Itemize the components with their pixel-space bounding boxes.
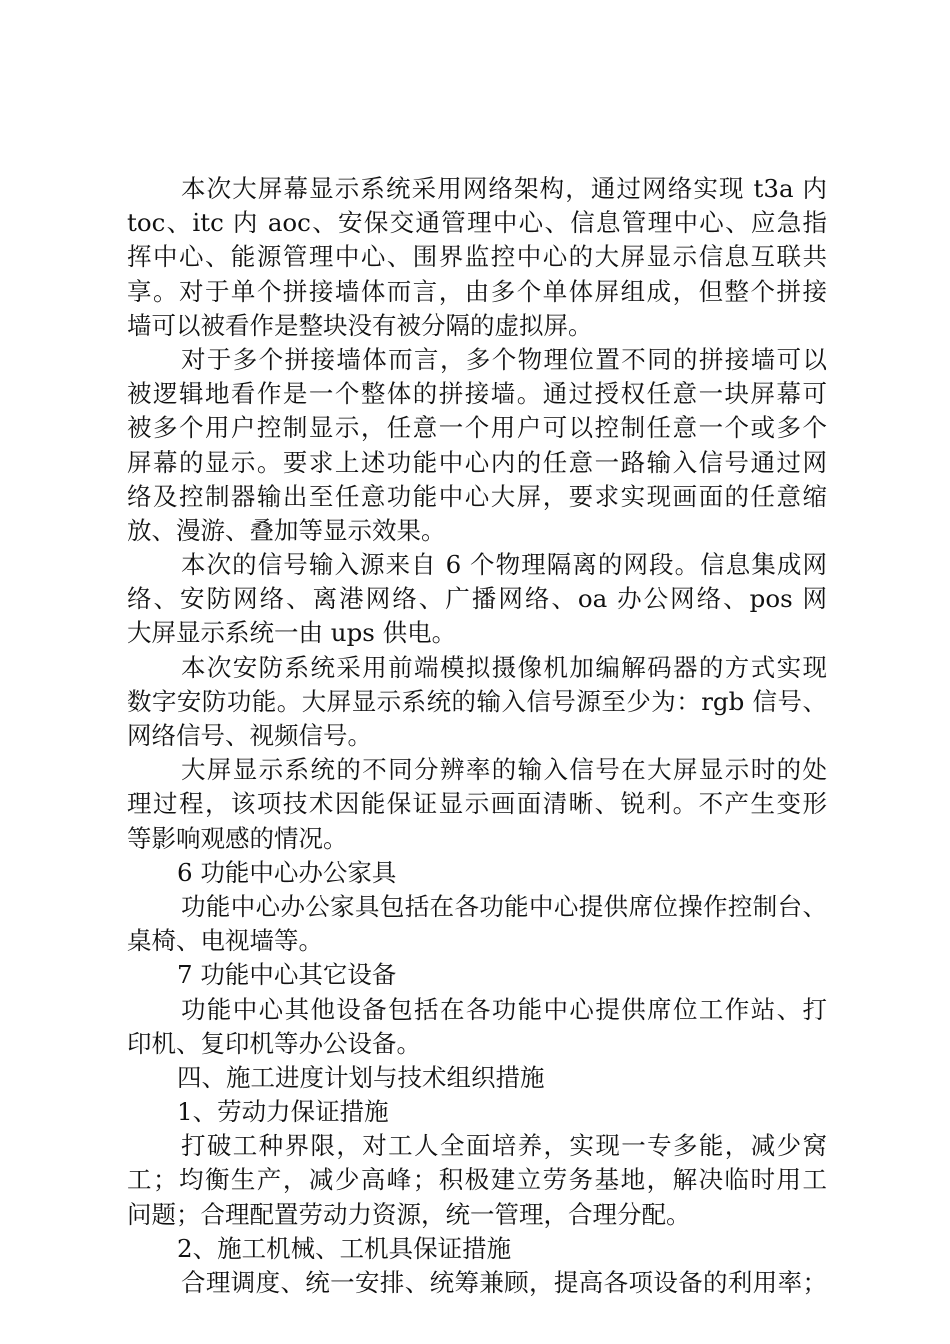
paragraph-line: 合理调度、统一安排、统筹兼顾，提高各项设备的利用率；: [181, 1268, 827, 1297]
paragraph-line: 享。对于单个拼接墙体而言，由多个单体屏组成，但整个拼接: [127, 276, 827, 306]
paragraph-line: 放、漫游、叠加等显示效果。: [127, 515, 446, 545]
paragraph-line: 等影响观感的情况。: [127, 823, 348, 853]
paragraph-line: 功能中心其他设备包括在各功能中心提供席位工作站、打: [181, 994, 827, 1024]
paragraph-line: 理过程，该项技术因能保证显示画面清晰、锐利。不产生变形: [127, 789, 827, 819]
paragraph-line: 问题；合理配置劳动力资源，统一管理，合理分配。: [127, 1199, 691, 1229]
paragraph-line: 络及控制器输出至任意功能中心大屏，要求实现画面的任意缩: [127, 481, 827, 511]
paragraph-line: 对于多个拼接墙体而言，多个物理位置不同的拼接墙可以: [181, 344, 827, 374]
paragraph-line: 桌椅、电视墙等。: [127, 926, 323, 956]
paragraph-line: 网络信号、视频信号。: [127, 721, 372, 750]
subsection-heading: 1、劳动力保证措施: [177, 1097, 389, 1127]
paragraph-line: 挥中心、能源管理中心、围界监控中心的大屏显示信息互联共: [127, 242, 827, 272]
paragraph-line: 大屏显示系统一由 ups 供电。: [127, 618, 457, 648]
paragraph-line: 本次安防系统采用前端模拟摄像机加编解码器的方式实现: [181, 652, 827, 682]
paragraph-line: 络、安防网络、离港网络、广播网络、oa 办公网络、pos 网: [127, 584, 827, 614]
section-heading: 7 功能中心其它设备: [177, 960, 397, 990]
paragraph-line: 被逻辑地看作是一个整体的拼接墙。通过授权任意一块屏幕可: [127, 379, 827, 409]
paragraph-line: 数字安防功能。大屏显示系统的输入信号源至少为：rgb 信号、: [127, 686, 827, 716]
paragraph-line: 印机、复印机等办公设备。: [127, 1028, 421, 1058]
paragraph-line: 打破工种界限，对工人全面培养，实现一专多能，减少窝: [181, 1131, 827, 1161]
paragraph-line: toc、itc 内 aoc、安保交通管理中心、信息管理中心、应急指: [127, 208, 827, 238]
paragraph-line: 被多个用户控制显示，任意一个用户可以控制任意一个或多个: [127, 413, 827, 443]
section-heading: 6 功能中心办公家具: [177, 857, 397, 887]
paragraph-line: 工；均衡生产，减少高峰；积极建立劳务基地，解决临时用工: [127, 1165, 827, 1195]
paragraph-line: 屏幕的显示。要求上述功能中心内的任意一路输入信号通过网: [127, 447, 827, 477]
paragraph-line: 本次大屏幕显示系统采用网络架构，通过网络实现 t3a 内: [181, 174, 827, 203]
paragraph-line: 功能中心办公家具包括在各功能中心提供席位操作控制台、: [181, 891, 827, 921]
section-heading: 四、施工进度计划与技术组织措施: [177, 1062, 545, 1092]
document-body: [127, 172, 827, 1300]
paragraph-line: 墙可以被看作是整块没有被分隔的虚拟屏。: [127, 310, 593, 340]
paragraph-line: 大屏显示系统的不同分辨率的输入信号在大屏显示时的处: [181, 755, 827, 785]
paragraph-line: 本次的信号输入源来自 6 个物理隔离的网段。信息集成网: [181, 550, 827, 580]
subsection-heading: 2、施工机械、工机具保证措施: [177, 1233, 512, 1263]
